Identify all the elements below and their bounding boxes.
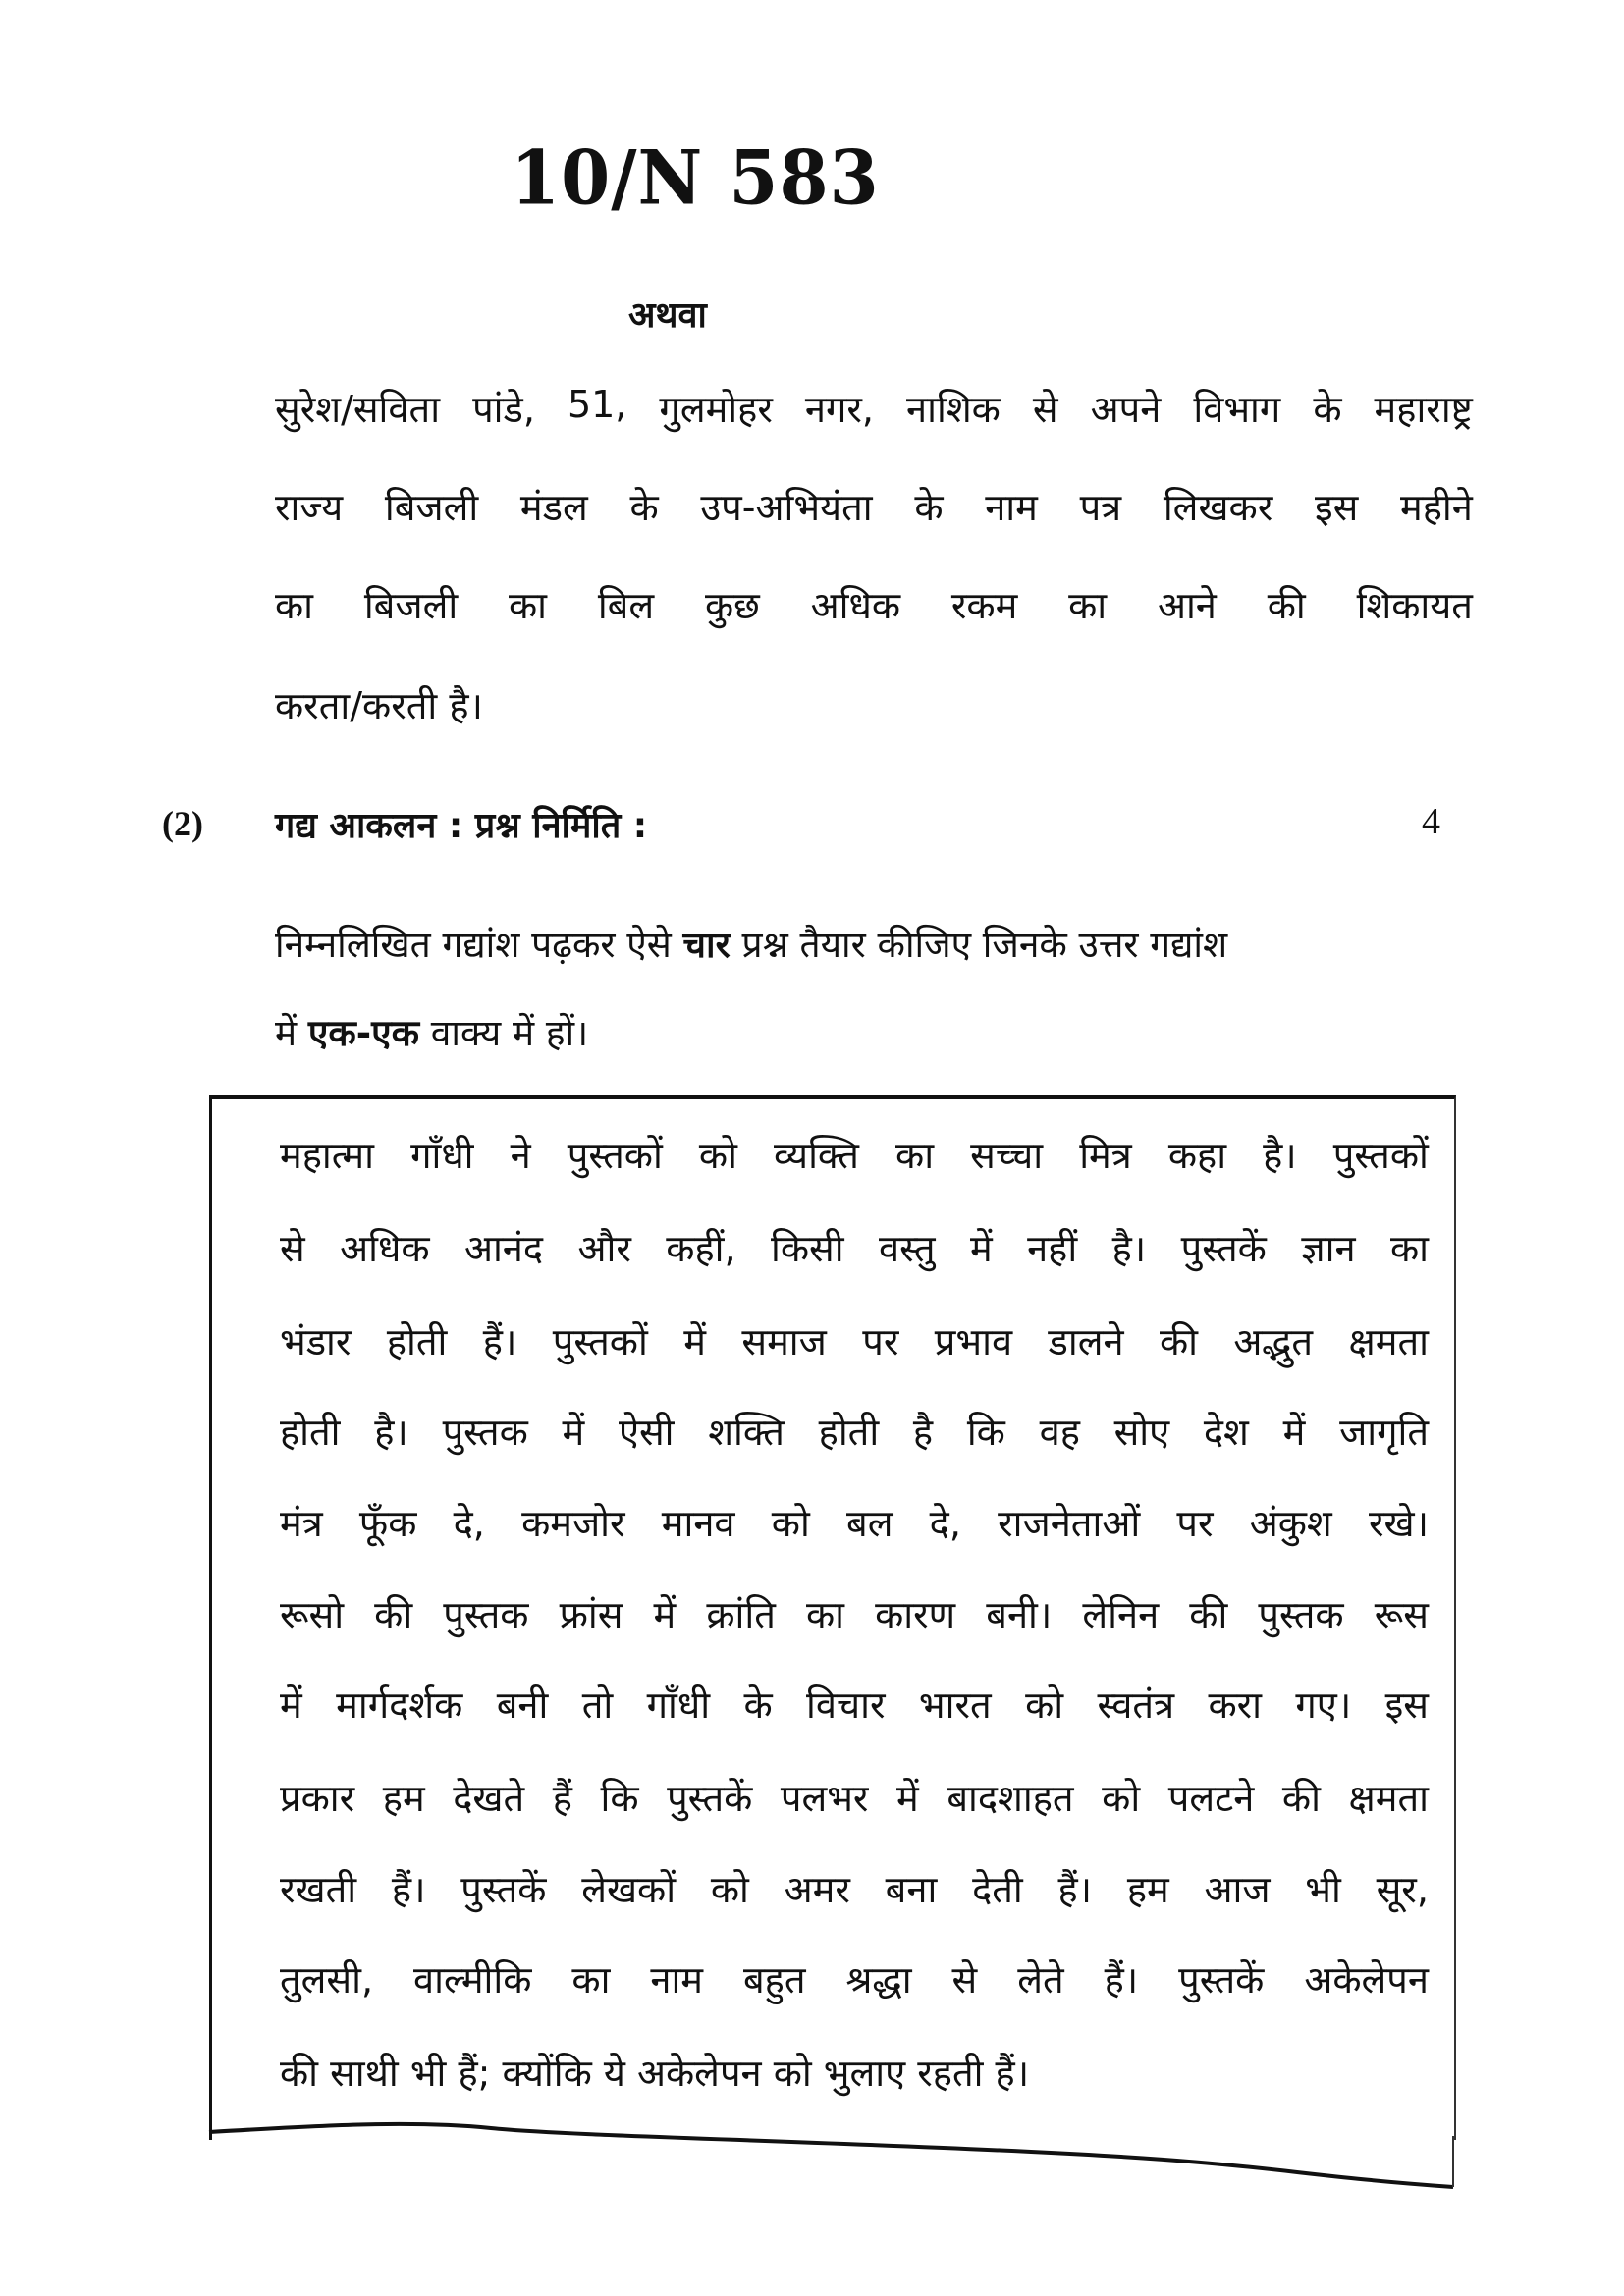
word: का xyxy=(571,1958,611,2002)
word: व्यक्ति xyxy=(774,1134,859,1177)
word: भी xyxy=(1305,1868,1341,1911)
word: पलटने xyxy=(1167,1777,1255,1820)
word: होती xyxy=(818,1411,880,1454)
word: रूसो xyxy=(280,1593,345,1636)
word: का xyxy=(275,584,314,627)
word: है xyxy=(912,1411,934,1454)
word: का xyxy=(895,1134,935,1177)
passage-line xyxy=(280,1406,1429,1457)
word: अधिक xyxy=(810,584,901,627)
word: पुस्तकें xyxy=(460,1868,547,1911)
passage-line xyxy=(280,1679,1429,1730)
word: डालने xyxy=(1048,1320,1124,1363)
word: को xyxy=(771,1502,810,1545)
word: कुछ xyxy=(704,584,760,627)
word: बनी xyxy=(496,1683,549,1727)
word: हैं। xyxy=(391,1868,426,1911)
word: के xyxy=(1313,388,1342,431)
word: श्रद्धा xyxy=(845,1958,912,2002)
or-label: अथवा xyxy=(628,295,707,336)
word: समाज xyxy=(741,1320,827,1363)
word: शिकायत xyxy=(1356,584,1473,627)
question-marks: 4 xyxy=(1422,801,1440,842)
word: बल xyxy=(846,1502,893,1545)
word: की xyxy=(1281,1777,1321,1820)
word: के xyxy=(914,486,944,529)
word: पुस्तकों xyxy=(552,1320,648,1363)
letter-prompt-line-1 xyxy=(275,383,1473,434)
word: हैं। xyxy=(1104,1958,1139,2002)
word: क्षमता xyxy=(1348,1320,1429,1363)
instruction-text: निम्नलिखित गद्यांश पढ़कर ऐसे xyxy=(275,924,672,966)
word: कहा xyxy=(1167,1134,1227,1177)
passage-line xyxy=(280,2047,1429,2098)
word: मंत्र xyxy=(280,1502,323,1545)
word: कारण xyxy=(875,1593,956,1636)
word: के xyxy=(629,486,659,529)
word: गाँधी xyxy=(646,1683,711,1727)
word: की xyxy=(1159,1320,1198,1363)
word: में xyxy=(562,1411,585,1454)
word: आज xyxy=(1204,1868,1271,1911)
paper-code: 10/N 583 xyxy=(511,133,880,222)
word: की xyxy=(1189,1593,1228,1636)
word: उप-अभियंता xyxy=(700,486,873,529)
word: पुस्तकें xyxy=(1180,1227,1267,1270)
word: फूँक xyxy=(358,1502,417,1545)
instruction-text: वाक्य में हों। xyxy=(430,1012,589,1054)
word: रखती xyxy=(280,1868,357,1911)
word: हम xyxy=(1126,1868,1169,1911)
word: लेनिन xyxy=(1082,1593,1160,1636)
word: पुस्तकों xyxy=(567,1134,663,1177)
passage-line xyxy=(280,1588,1429,1639)
word: ने xyxy=(510,1134,531,1177)
word: से xyxy=(951,1958,978,2002)
word: तो xyxy=(581,1683,614,1727)
word: ज्ञान xyxy=(1301,1227,1356,1270)
word: तुलसी, xyxy=(280,1958,374,2002)
word: रखे। xyxy=(1368,1502,1429,1545)
instruction-emphasis: चार xyxy=(682,924,731,966)
word: से xyxy=(1032,388,1058,431)
word: अधिक xyxy=(340,1227,430,1270)
word: मित्र xyxy=(1079,1134,1132,1177)
word: कहीं, xyxy=(666,1227,736,1270)
word: हैं। xyxy=(1057,1868,1093,1911)
word: देश xyxy=(1203,1411,1249,1454)
word: की xyxy=(374,1593,413,1636)
question-heading: गद्य आकलन : प्रश्न निर्मिति : xyxy=(275,806,648,846)
word: क्षमता xyxy=(1348,1777,1429,1820)
word: क्रांति xyxy=(706,1593,776,1636)
word: रकम xyxy=(950,584,1018,627)
word: अकेलेपन xyxy=(1304,1958,1429,2002)
word: लिखकर xyxy=(1163,486,1273,529)
word: के xyxy=(743,1683,773,1727)
word: महीने xyxy=(1400,486,1473,529)
word: बिजली xyxy=(363,584,459,627)
word: का xyxy=(805,1593,845,1636)
letter-prompt-line-3 xyxy=(275,579,1473,630)
instruction-text: प्रश्न तैयार कीजिए जिनके उत्तर गद्यांश xyxy=(741,924,1228,966)
word: भारत xyxy=(918,1683,992,1727)
word: सच्चा xyxy=(970,1134,1044,1177)
word: नगर, xyxy=(804,388,875,431)
passage-text: की साथी भी हैं; क्योंकि ये अकेलेपन को भुलाए रहती हैं। xyxy=(280,2052,1030,2095)
word: आनंद xyxy=(463,1227,544,1270)
word: बना xyxy=(885,1868,938,1911)
word: लेते xyxy=(1017,1958,1064,2002)
word: सूर, xyxy=(1376,1868,1429,1911)
word: वाल्मीकि xyxy=(413,1958,532,2002)
instruction-line-1 xyxy=(275,918,1473,968)
word: कि xyxy=(966,1411,1005,1454)
word: बिल xyxy=(597,584,655,627)
line-text: करता/करती है। xyxy=(275,684,483,727)
word: राज्य xyxy=(275,486,344,529)
letter-prompt-line-4 xyxy=(275,679,1473,730)
word: कमजोर xyxy=(521,1502,625,1545)
word: मंडल xyxy=(519,486,588,529)
word: स्वतंत्र xyxy=(1097,1683,1175,1727)
question-number: (2) xyxy=(162,804,203,843)
passage-line xyxy=(280,1497,1429,1548)
word: की xyxy=(1267,584,1306,627)
passage-line xyxy=(280,1222,1429,1273)
word: है। xyxy=(374,1411,408,1454)
word: सुरेश/सविता xyxy=(275,388,441,431)
word: कि xyxy=(600,1777,639,1820)
word: हैं। xyxy=(482,1320,517,1363)
word: फ्रांस xyxy=(559,1593,623,1636)
word: वह xyxy=(1039,1411,1080,1454)
word: पुस्तकें xyxy=(667,1777,753,1820)
word: दे, xyxy=(929,1502,961,1545)
word: विचार xyxy=(806,1683,886,1727)
word: शक्ति xyxy=(708,1411,785,1454)
word: प्रभाव xyxy=(934,1320,1013,1363)
word: गए। xyxy=(1295,1683,1352,1727)
passage-line xyxy=(280,1953,1429,2004)
passage-line xyxy=(280,1315,1429,1366)
word: पुस्तक xyxy=(1258,1593,1344,1636)
word: में xyxy=(1282,1411,1306,1454)
passage-line xyxy=(280,1863,1429,1914)
word: सोए xyxy=(1113,1411,1170,1454)
word: हम xyxy=(382,1777,425,1820)
word: भंडार xyxy=(280,1320,352,1363)
word: होती xyxy=(386,1320,448,1363)
word: अद्भुत xyxy=(1233,1320,1314,1363)
word: पुस्तक xyxy=(443,1593,529,1636)
word: को xyxy=(710,1868,749,1911)
word: देती xyxy=(972,1868,1023,1911)
word: को xyxy=(1025,1683,1064,1727)
word: नाशिक xyxy=(906,388,1001,431)
word: पत्र xyxy=(1079,486,1122,529)
word: अपने xyxy=(1090,388,1162,431)
word: पलभर xyxy=(780,1777,869,1820)
word: पर xyxy=(862,1320,899,1363)
word: से xyxy=(280,1227,305,1270)
word: विभाग xyxy=(1193,388,1281,431)
word: पुस्तकें xyxy=(1178,1958,1265,2002)
word: मानव xyxy=(661,1502,735,1545)
word: लेखकों xyxy=(581,1868,677,1911)
word: प्रकार xyxy=(280,1777,355,1820)
word: महाराष्ट्र xyxy=(1374,388,1473,431)
word: हैं xyxy=(552,1777,572,1820)
word: नाम xyxy=(650,1958,704,2002)
word: गाँधी xyxy=(410,1134,474,1177)
word: में xyxy=(683,1320,706,1363)
word: देखते xyxy=(453,1777,525,1820)
word: बिजली xyxy=(384,486,479,529)
word: महात्मा xyxy=(280,1134,374,1177)
word: का xyxy=(509,584,548,627)
word: है। xyxy=(1263,1134,1297,1177)
word: दे, xyxy=(453,1502,485,1545)
word: पांडे, xyxy=(472,388,535,431)
word: वस्तु xyxy=(878,1227,936,1270)
word: बनी। xyxy=(986,1593,1053,1636)
word: पर xyxy=(1176,1502,1214,1545)
word: किसी xyxy=(771,1227,844,1270)
word: आने xyxy=(1157,584,1217,627)
passage-line xyxy=(280,1772,1429,1823)
word: पुस्तक xyxy=(442,1411,528,1454)
word: का xyxy=(1389,1227,1429,1270)
word: में xyxy=(896,1777,919,1820)
word: को xyxy=(1102,1777,1141,1820)
word: 51, xyxy=(567,383,627,426)
word: जागृति xyxy=(1339,1411,1429,1454)
word: राजनेताओं xyxy=(998,1502,1141,1545)
word: है। xyxy=(1111,1227,1147,1270)
word: का xyxy=(1068,584,1108,627)
word: में xyxy=(280,1683,302,1727)
word: नहीं xyxy=(1027,1227,1078,1270)
word: को xyxy=(698,1134,737,1177)
instruction-emphasis: एक-एक xyxy=(307,1012,420,1054)
word: अंकुश xyxy=(1249,1502,1332,1545)
word: पुस्तकों xyxy=(1332,1134,1429,1177)
word: होती xyxy=(280,1411,341,1454)
word: नाम xyxy=(985,486,1038,529)
word: अमर xyxy=(784,1868,850,1911)
instruction-line-2 xyxy=(275,1006,1473,1056)
word: करा xyxy=(1208,1683,1263,1727)
word: रूस xyxy=(1374,1593,1429,1636)
word: इस xyxy=(1314,486,1359,529)
word: बहुत xyxy=(742,1958,806,2002)
word: और xyxy=(577,1227,631,1270)
passage-line xyxy=(280,1129,1429,1180)
word: ऐसी xyxy=(618,1411,675,1454)
word: में xyxy=(969,1227,993,1270)
letter-prompt-line-2 xyxy=(275,481,1473,532)
instruction-text: में xyxy=(275,1012,298,1054)
word: मार्गदर्शक xyxy=(336,1683,463,1727)
word: बादशाहत xyxy=(947,1777,1074,1820)
word: में xyxy=(653,1593,677,1636)
word: गुलमोहर xyxy=(659,388,773,431)
word: इस xyxy=(1384,1683,1429,1727)
